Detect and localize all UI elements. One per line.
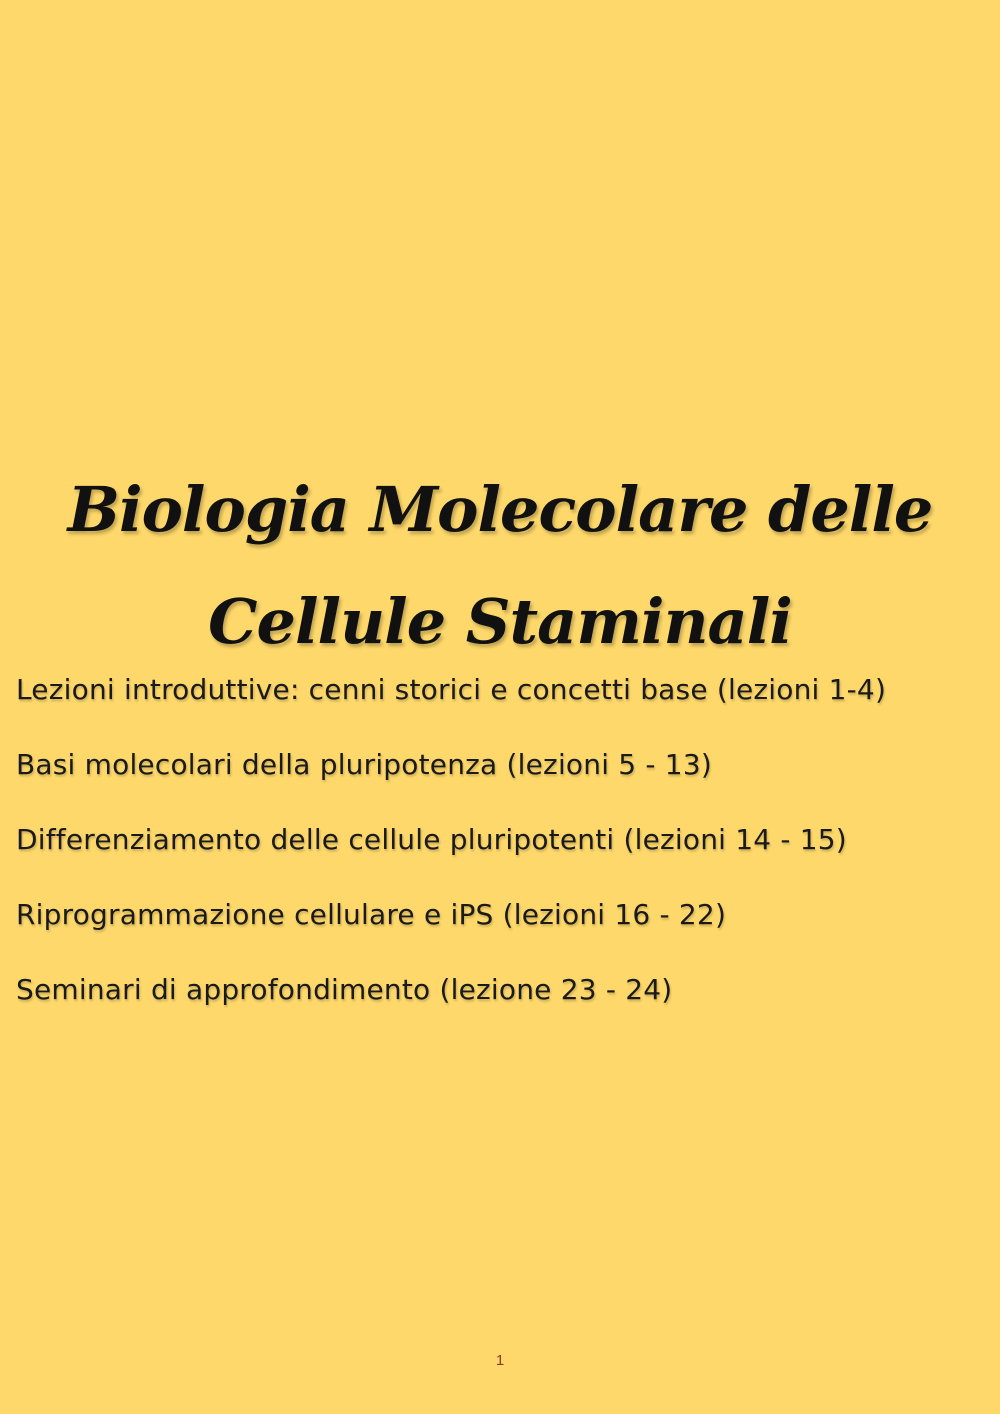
- topic-item-differentiation: Differenziamento delle cellule pluripotenti (lezioni 14 - 15): [16, 823, 847, 856]
- topic-item-reprogramming: Riprogrammazione cellulare e iPS (lezioni 16 - 22): [16, 898, 727, 931]
- topic-item-pluripotency: Basi molecolari della pluripotenza (lezioni 5 - 13): [16, 748, 712, 781]
- topic-list: [16, 652, 986, 1027]
- title-line-2: Cellule Staminali: [208, 584, 792, 658]
- title-line-1: Biologia Molecolare delle: [67, 472, 933, 546]
- topic-item-seminars: Seminari di approfondimento (lezione 23 - 24): [16, 973, 673, 1006]
- page-number: 1: [495, 1352, 505, 1369]
- topic-item-introduction: Lezioni introduttive: cenni storici e concetti base (lezioni 1-4): [16, 673, 887, 706]
- document-title: [40, 454, 960, 678]
